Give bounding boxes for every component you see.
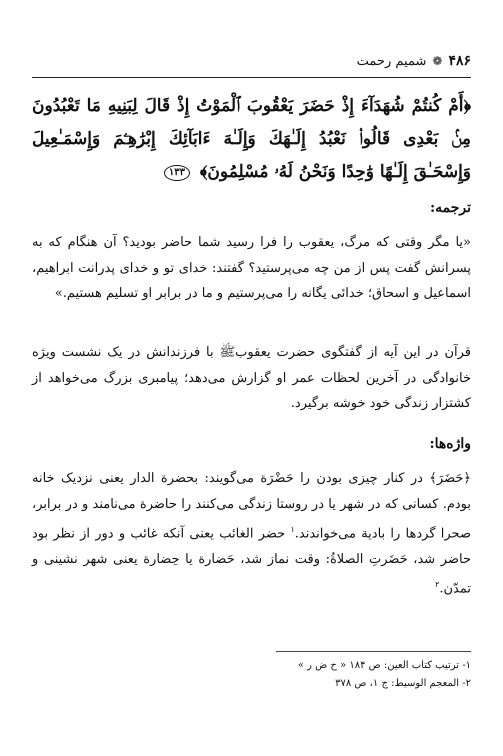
vocab-heading: واژه‌ها: xyxy=(429,436,471,452)
commentary-paragraph: قرآن در این آیه از گفتگوی حضرت یعقوب‌ﷺ با فرزندانش در یک نشست ویژه خانوادگی در آخرین لحظات عمر او گزارش می‌دهد؛ پیامبری بزرگ می‌خواهد از کشتزار زندگی خود خوشه برگیرد. xyxy=(32,345,471,411)
header-divider xyxy=(32,77,471,78)
quran-verse xyxy=(32,90,471,189)
vocab-text: ﴿حَضَرَ﴾ در کنار چیزی بودن را حَضْرَة می‌گویند: بحضرة الدار یعنی نزدیک خانه بودم. کسانی که در شهر یا در روستا زندگی می‌کنند را حاضرة می‌نامند و در برابر، صحرا گردها را بادیة می‌خواندند. xyxy=(32,471,471,542)
footnotes xyxy=(32,657,471,693)
ayah-number-badge: ۱۳۳ xyxy=(164,165,190,181)
footnote-1: ۱- ترتیب کتاب العین: ص ۱۸۴ « ح ض ر » xyxy=(297,660,471,671)
page-header xyxy=(32,50,471,72)
verse-text: ﴿أَمْ كُنتُمْ شُهَدَآءَ إِذْ حَضَرَ يَعْقُوبَ ٱلْمَوْتُ إِذْ قَالَ لِبَنِيهِ مَا تَعْبُدُونَ مِنۢ بَعْدِى قَالُوا۟ نَعْبُدُ إِلَـٰهَكَ وَإِلَـٰهَ ءَابَآئِكَ إِبْرَٰهِـۧمَ وَإِسْمَـٰعِيلَ وَإِسْحَـٰقَ إِلَـٰهًا وَٰحِدًا وَنَحْنُ لَهُۥ مُسْلِمُونَ﴾ xyxy=(32,96,471,182)
footnote-divider xyxy=(276,651,471,652)
footnote-ref-1: ۱ xyxy=(290,525,295,534)
footnote-ref-2: ۲ xyxy=(435,580,440,590)
vocab-paragraph xyxy=(32,466,471,602)
translation-paragraph: «یا مگر وقتی که مرگ، یعقوب را فرا رسید شما حاضر بودید؟ آن هنگام که به پسرانش گفت پس از من چه می‌پرستید؟ گفتند: خدای تو و خدای پدرانت ابراهیم، اسماعیل و اسحاق؛ خدائی یگانه را می‌پرستیم و ما در برابر او تسلیم هستیم.» xyxy=(32,235,471,301)
vocab-text-cont: حضر الغائب یعنی آنکه غائب و دور از نظر بود حاضر شد، حَضَرتِ الصلاةُ: وقت نماز شد، حَضارة یا حِضارة یعنی شهر نشینی و تمدّن. xyxy=(32,526,471,597)
ornament-icon: ❁ xyxy=(432,54,443,68)
translation-heading: ترجمه: xyxy=(429,200,471,216)
book-title: شمیم رحمت xyxy=(356,53,427,69)
page-number: ۴۸۶ xyxy=(448,53,471,69)
footnote-2: ۲- المعجم الوسیط: ج ۱، ص ۳۷۸ xyxy=(335,678,471,689)
